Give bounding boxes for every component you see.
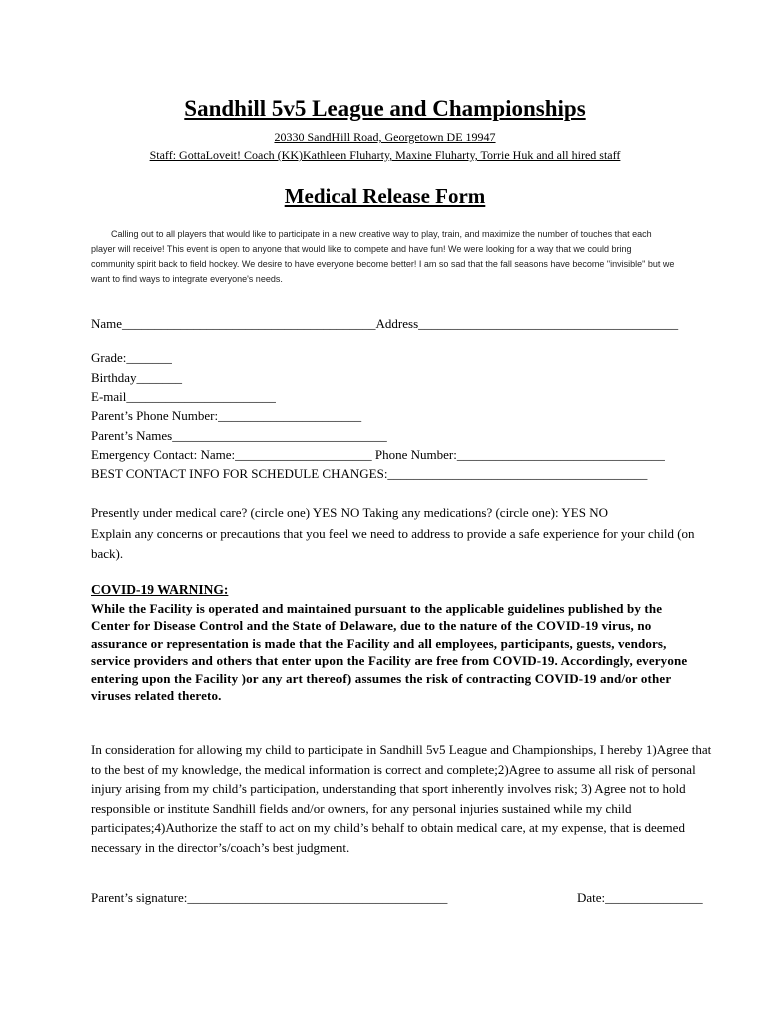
form-title: Medical Release Form: [284, 184, 486, 208]
parent-signature-field[interactable]: Parent’s signature:________________________________________: [91, 890, 448, 905]
parent-phone-field[interactable]: Parent’s Phone Number:______________________: [91, 408, 362, 423]
best-contact-field[interactable]: BEST CONTACT INFO FOR SCHEDULE CHANGES:________________________________________: [91, 466, 648, 481]
date-field[interactable]: Date:_______________: [577, 890, 703, 905]
covid-warning-heading: COVID-19 WARNING:: [91, 582, 229, 597]
concerns-explanation: Explain any concerns or precautions that you feel we need to address to provide a safe experience for your child (on back).: [91, 526, 695, 561]
grade-field[interactable]: Grade:_______: [91, 350, 172, 365]
parent-names-field[interactable]: Parent’s Names_________________________________: [91, 428, 387, 443]
intro-text: Calling out to all players that would like to participate in a new creative way to play, train, and maximize the number of touches that each player will receive! This event is open to anyone that would like to compete and have fun! We were looking for a way that we could bring community spirit back to field hockey. We desire to have everyone become better! I am so sad that the fall seasons have become "invisible" but we want to find ways to integrate everyone's needs.: [91, 229, 675, 284]
page-title: Sandhill 5v5 League and Championships: [184, 96, 586, 121]
emergency-contact-field[interactable]: Emergency Contact: Name:_____________________ Phone Number:________________________________: [91, 447, 665, 462]
name-address-field[interactable]: Name_______________________________________Address________________________________________: [91, 316, 679, 331]
staff-line: Staff: GottaLoveit! Coach (KK)Kathleen Fluharty, Maxine Fluharty, Torrie Huk and all hired staff: [149, 148, 621, 162]
medical-care-question[interactable]: Presently under medical care? (circle one) YES NO Taking any medications? (circle one): YES NO: [91, 505, 608, 520]
consent-paragraph: In consideration for allowing my child to participate in Sandhill 5v5 League and Championships, I hereby 1)Agree that to the best of my knowledge, the medical information is correct and complete;2)Agree to assume all risk of personal injury arising from my child’s participation, understanding that sport inherently involves risk; 3) Agree not to hold responsible or institute Sandhill fields and/or owners, for any personal injuries sustained while my child participates;4)Authorize the staff to act on my child’s behalf to obtain medical care, at my expense, that is deemed necessary in the director’s/coach’s best judgment.: [91, 742, 712, 855]
venue-address: 20330 SandHill Road, Georgetown DE 19947: [274, 130, 496, 144]
covid-warning-text: While the Facility is operated and maintained pursuant to the applicable guidelines published by the Center for Disease Control and the State of Delaware, due to the nature of the COVID-19 virus, no assurance or representation is made that the Facility and all employees, participants, guests, vendors, service providers and others that enter upon the Facility are free from COVID-19. Accordingly, everyone entering upon the Facility )or any art thereof) assumes the risk of contracting COVID-19 and/or other viruses related thereto.: [91, 601, 688, 704]
birthday-field[interactable]: Birthday_______: [91, 370, 182, 385]
email-field[interactable]: E-mail_______________________: [91, 389, 276, 404]
intro-paragraph: [91, 227, 676, 287]
